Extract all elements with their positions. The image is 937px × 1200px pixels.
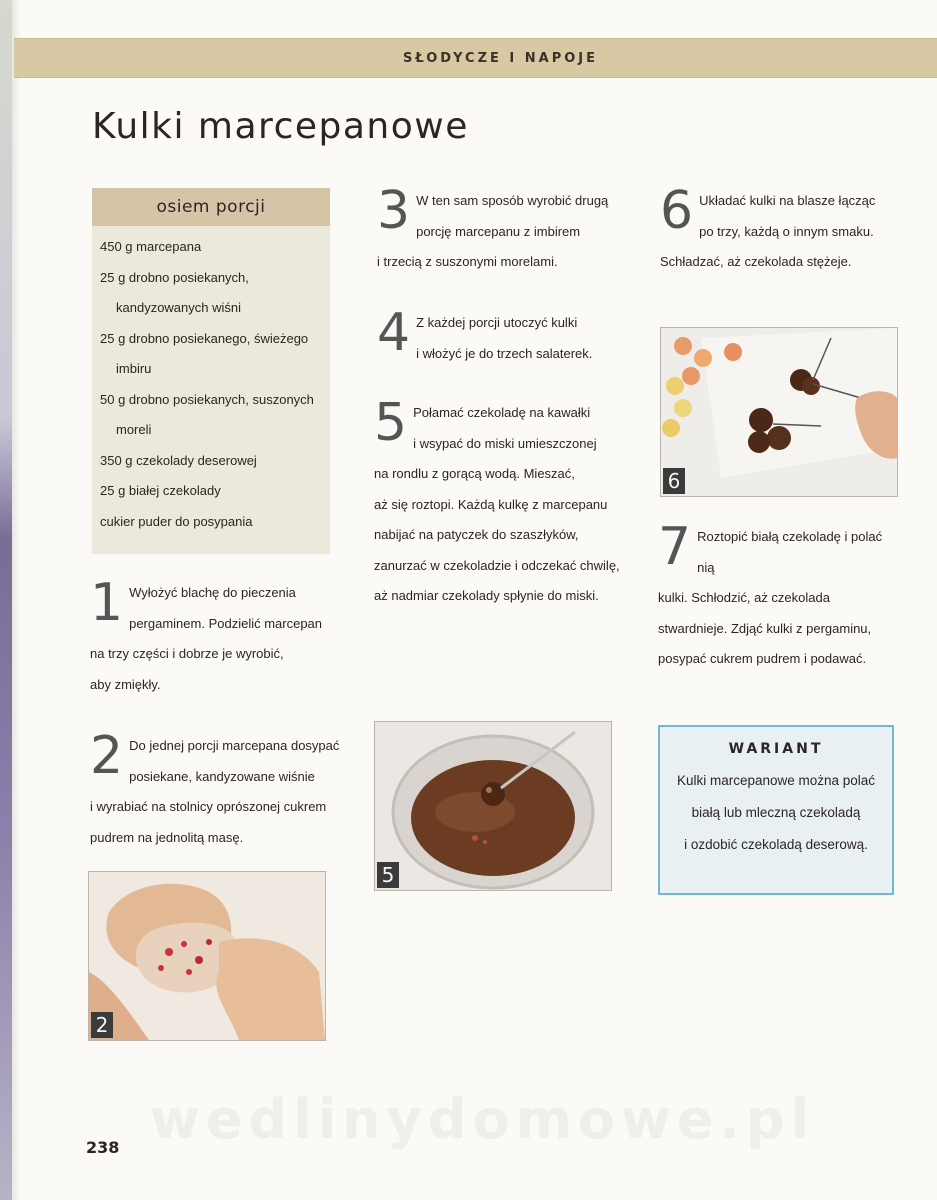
step-number: 3: [377, 181, 411, 241]
photo-label: 2: [91, 1012, 113, 1038]
ingredient-item: 450 g marcepana: [100, 239, 202, 254]
watermark: wedlinydomowe.pl: [150, 1088, 816, 1151]
kneading-hands-illustration: [89, 872, 325, 1040]
photo-label: 5: [377, 862, 399, 888]
step-number: 1: [90, 573, 124, 633]
page-spine: [0, 0, 12, 1200]
photo-step-5: [374, 721, 612, 891]
chocolate-bowl-illustration: [375, 722, 611, 890]
step-number: 2: [90, 726, 124, 786]
chocolate-balls-tray-illustration: [661, 328, 897, 496]
variant-box: [658, 725, 894, 895]
step-1: 1 Wyłożyć blachę do pieczenia pergaminem. Podzielić marcepan na trzy części i dobrze je wyrobić, aby zmiękły.: [90, 573, 323, 692]
ingredient-item: cukier puder do posypania: [100, 513, 253, 529]
spine-shadow: [12, 0, 22, 1200]
variant-heading: WARIANT: [728, 741, 824, 757]
page-number: 238: [86, 1138, 120, 1157]
servings-heading: osiem porcji: [92, 188, 330, 226]
ingredient-item: 350 g czekolady deserowej: [100, 452, 257, 468]
step-number: 6: [660, 181, 694, 241]
photo-label: 6: [663, 468, 685, 494]
ingredient-item: 25 g drobno posiekanych, kandyzowanych wiśni: [100, 269, 249, 315]
photo-step-2: [88, 871, 326, 1041]
step-number: 5: [374, 393, 408, 453]
step-6: 6 Układać kulki na blasze łącząc po trzy, każdą o innym smaku. Schładzać, aż czekolada stężeje.: [660, 181, 876, 269]
section-header-band: [14, 38, 937, 78]
step-5: 5 Połamać czekoladę na kawałki i wsypać do miski umieszczonej na rondlu z gorącą wodą. Mieszać, aż się roztopi. Każdą kulkę z marcepanu nabijać na patyczek do szaszłyków, zanurzać w czekoladzie i odczekać chwilę, aż nadmiar czekolady spłynie do miski.: [374, 393, 620, 603]
step-2: 2 Do jednej porcji marcepana dosypać posiekane, kandyzowane wiśnie i wyrabiać na stolnicy oprószonej cukrem pudrem na jednolitą masę.: [90, 726, 340, 845]
step-4: 4 Z każdej porcji utoczyć kulki i włożyć je do trzech salaterek.: [377, 303, 593, 363]
step-3: 3 W ten sam sposób wyrobić drugą porcję marcepanu z imbirem i trzecią z suszonymi morelami.: [377, 181, 609, 269]
section-header: SŁODYCZE I NAPOJE: [402, 51, 599, 66]
ingredient-list: [92, 226, 330, 537]
photo-step-6: [660, 327, 898, 497]
ingredient-item: 25 g drobno posiekanego, świeżego imbiru: [100, 330, 309, 376]
variant-text: Kulki marcepanowe można polać białą lub mleczną czekoladą i ozdobić czekoladą deserową.: [676, 773, 876, 852]
step-number: 4: [377, 303, 411, 363]
ingredients-box: [92, 188, 330, 554]
step-number: 7: [658, 517, 692, 577]
recipe-title: Kulki marcepanowe: [92, 106, 469, 147]
step-7: 7 Roztopić białą czekoladę i polać nią kulki. Schłodzić, aż czekolada stwardnieje. Zdjąć kulki z pergaminu, posypać cukrem pudrem i podawać.: [658, 517, 883, 666]
ingredient-item: 50 g drobno posiekanych, suszonych moreli: [100, 391, 314, 437]
ingredient-item: 25 g białej czekolady: [100, 483, 221, 498]
